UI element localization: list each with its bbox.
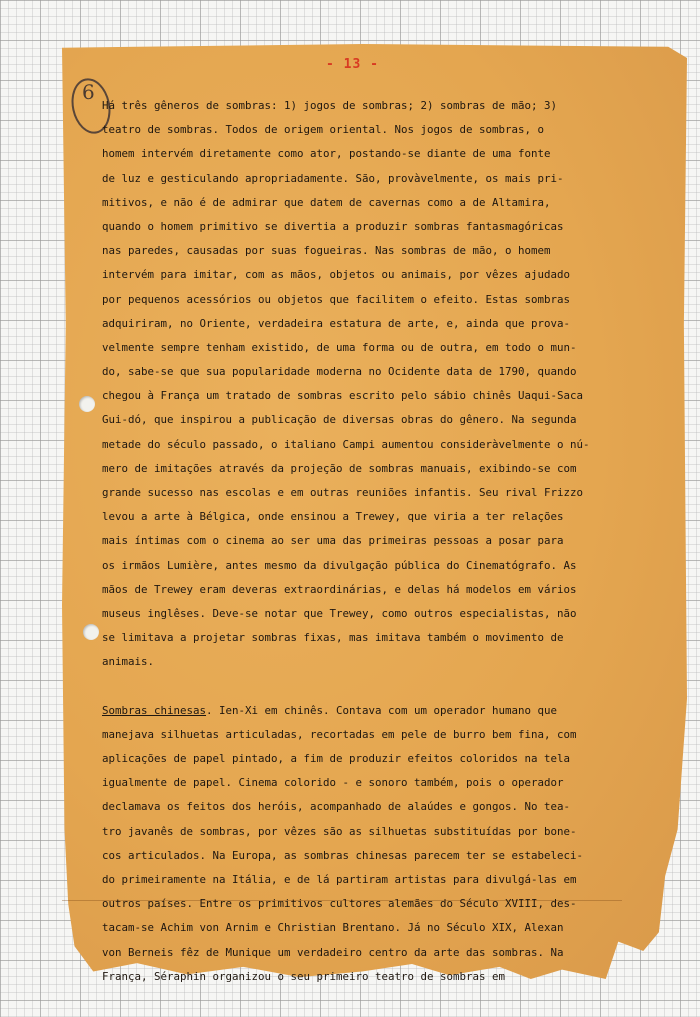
text-line: os irmãos Lumière, antes mesmo da divulgação pública do Cinematógrafo. As: [102, 558, 577, 572]
text-line: intervém para imitar, com as mãos, objetos ou animais, por vêzes ajudado: [102, 268, 571, 282]
text-line: adquiriram, no Oriente, verdadeira estatura de arte, e, ainda que prova-: [102, 316, 571, 330]
text-line: levou a arte à Bélgica, onde ensinou a Trewey, que viria a ter relações: [102, 510, 564, 524]
text-line: outros países. Entre os primitivos cultores alemães do Século XVIII, des-: [102, 897, 577, 911]
text-line: [102, 699, 642, 723]
text-line: manejava silhuetas articuladas, recortadas em pele de burro bem fina, com: [102, 727, 577, 741]
text-line: metade do século passado, o italiano Campi aumentou consideràvelmente o nú-: [102, 437, 590, 451]
body-text: [102, 94, 642, 989]
page-number: - 13 -: [326, 57, 379, 72]
text-line: se limitava a projetar sombras fixas, mas imitava também o movimento de: [102, 631, 564, 645]
text-line: Há três gêneros de sombras: 1) jogos de sombras; 2) sombras de mão; 3): [102, 99, 558, 112]
text-line: França, Séraphin organizou o seu primeiro teatro de sombras em: [102, 969, 506, 983]
text-line: tro javanês de sombras, por vêzes são as silhuetas substituídas por bone-: [102, 824, 577, 838]
text-line: mitivos, e não é de admirar que datem de cavernas como a de Altamira,: [102, 195, 551, 209]
text-line: mais íntimas com o cinema ao ser uma das primeiras pessoas a posar para: [102, 534, 564, 548]
punch-hole-lower: [83, 624, 99, 640]
text-line: homem intervém diretamente como ator, postando-se diante de uma fonte: [102, 147, 551, 161]
text-line: aplicações de papel pintado, a fim de produzir efeitos coloridos na tela: [102, 752, 571, 766]
text-line: Gui-dó, que inspirou a publicação de diversas obras do gênero. Na segunda: [102, 413, 577, 427]
text-line: do, sabe-se que sua popularidade moderna no Ocidente data de 1790, quando: [102, 365, 577, 379]
text-line: declamava os feitos dos heróis, acompanhado de alaúdes e gongos. No tea-: [102, 800, 571, 814]
text-line: velmente sempre tenham existido, de uma forma ou de outra, em todo o mun-: [102, 340, 577, 354]
section-heading: Sombras chinesas: [102, 703, 207, 717]
text-line: chegou à França um tratado de sombras escrito pelo sábio chinês Uaqui-Saca: [102, 389, 584, 403]
text-line: por pequenos acessórios ou objetos que facilitem o efeito. Estas sombras: [102, 292, 571, 306]
text-line: de luz e gesticulando apropriadamente. São, provàvelmente, os mais pri-: [102, 171, 564, 185]
text-line: nas paredes, causadas por suas fogueiras. Nas sombras de mão, o homem: [102, 244, 551, 258]
text-line: igualmente de papel. Cinema colorido - e sonoro também, pois o operador: [102, 776, 564, 790]
handwritten-margin-number: 6: [82, 80, 95, 104]
text-line: tacam-se Achim von Arnim e Christian Brentano. Já no Século XIX, Alexan: [102, 921, 564, 935]
text-line: do primeiramente na Itália, e de lá partiram artistas para divulgá-las em: [102, 873, 577, 886]
text-line: von Berneis fêz de Munique um verdadeiro centro da arte das sombras. Na: [102, 945, 564, 959]
text-line: museus inglêses. Deve-se notar que Trewey, como outros especialistas, não: [102, 606, 577, 620]
text-line: quando o homem primitivo se divertia a produzir sombras fantasmagóricas: [102, 219, 564, 233]
paragraph-gap: [102, 675, 642, 699]
text-line: cos articulados. Na Europa, as sombras chinesas parecem ter se estabeleci-: [102, 848, 584, 862]
text-line: teatro de sombras. Todos de origem oriental. Nos jogos de sombras, o: [102, 123, 545, 137]
text-line: mãos de Trewey eram deveras extraordinárias, e delas há modelos em vários: [102, 582, 577, 596]
text-line: animais.: [102, 655, 155, 669]
text-span: . Ien-Xi em chinês. Contava com um operador humano que: [206, 703, 558, 717]
text-line: mero de imitações através da projeção de sombras manuais, exibindo-se com: [102, 461, 577, 475]
text-line: grande sucesso nas escolas e em outras reuniões infantis. Seu rival Frizzo: [102, 486, 584, 499]
punch-hole-upper: [79, 396, 95, 412]
